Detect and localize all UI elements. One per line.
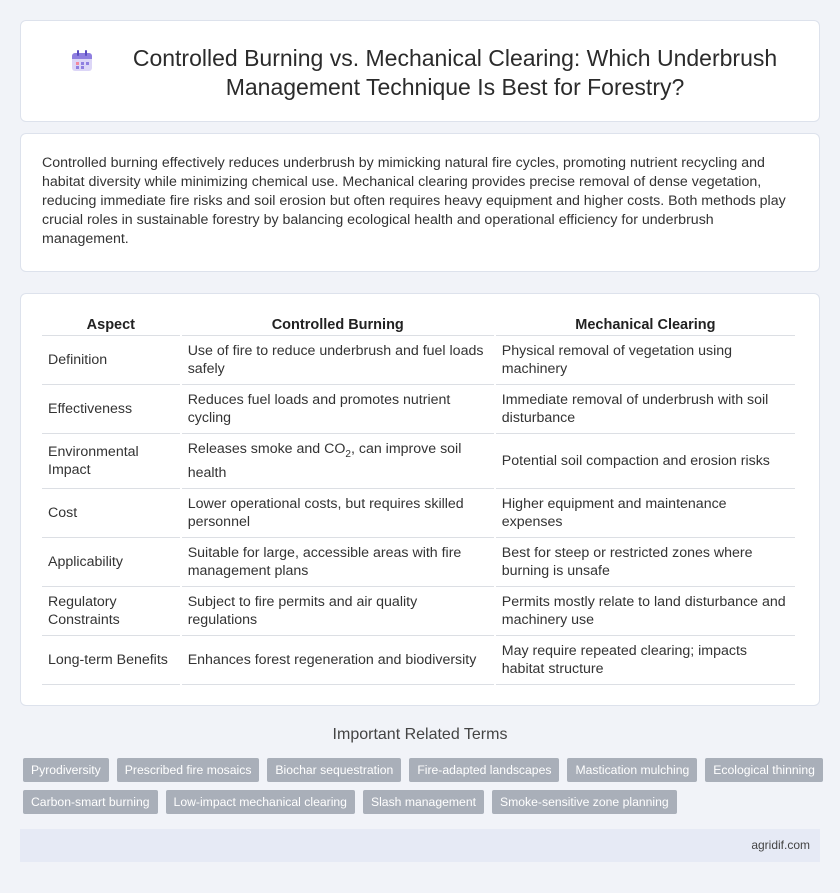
header-mechanical-clearing: Mechanical Clearing bbox=[496, 312, 795, 336]
term-tag[interactable]: Fire-adapted landscapes bbox=[409, 758, 559, 782]
cell-mechanical: Immediate removal of underbrush with soil disturbance bbox=[496, 385, 795, 434]
term-tag[interactable]: Mastication mulching bbox=[567, 758, 697, 782]
table-header-row bbox=[42, 312, 795, 336]
table-row bbox=[42, 434, 795, 489]
term-tag[interactable]: Slash management bbox=[363, 790, 484, 814]
cell-burning: Suitable for large, accessible areas with fire management plans bbox=[182, 538, 494, 587]
cell-mechanical: May require repeated clearing; impacts habitat structure bbox=[496, 636, 795, 685]
cell-burning: Subject to fire permits and air quality regulations bbox=[182, 587, 494, 636]
comparison-card bbox=[20, 293, 820, 706]
cell-burning bbox=[182, 434, 494, 489]
table-row bbox=[42, 587, 795, 636]
footer bbox=[20, 829, 820, 862]
cell-mechanical: Best for steep or restricted zones where burning is unsafe bbox=[496, 538, 795, 587]
cell-mechanical: Potential soil compaction and erosion risks bbox=[496, 434, 795, 489]
cell-burning-text: Releases smoke and CO bbox=[187, 441, 346, 457]
term-tag[interactable]: Carbon-smart burning bbox=[23, 790, 158, 814]
table-row bbox=[42, 385, 795, 434]
comparison-table bbox=[40, 312, 797, 685]
cell-mechanical: Physical removal of vegetation using machinery bbox=[496, 336, 795, 385]
cell-aspect: Regulatory Constraints bbox=[42, 587, 180, 636]
site-link[interactable]: agridif.com bbox=[751, 838, 810, 852]
table-row bbox=[42, 538, 795, 587]
term-tag[interactable]: Low-impact mechanical clearing bbox=[166, 790, 355, 814]
summary-card bbox=[20, 133, 820, 272]
term-tag[interactable]: Pyrodiversity bbox=[23, 758, 109, 782]
cell-burning: Use of fire to reduce underbrush and fuel loads safely bbox=[182, 336, 494, 385]
cell-burning: Enhances forest regeneration and biodiversity bbox=[182, 636, 494, 685]
cell-aspect: Long-term Benefits bbox=[42, 636, 180, 685]
cell-mechanical: Permits mostly relate to land disturbance and machinery use bbox=[496, 587, 795, 636]
term-tag[interactable]: Ecological thinning bbox=[705, 758, 823, 782]
related-terms-list bbox=[23, 758, 823, 814]
cell-burning: Reduces fuel loads and promotes nutrient cycling bbox=[182, 385, 494, 434]
term-tag[interactable]: Smoke-sensitive zone planning bbox=[492, 790, 677, 814]
summary-text: Controlled burning effectively reduces underbrush by mimicking natural fire cycles, promoting nutrient recycling and habitat diversity while minimizing chemical use. Mechanical clearing provides precise removal of dense vegetation, reducing immediate fire risks and soil erosion but often requires heavy equipment and higher costs. Both methods play crucial roles in sustainable forestry by balancing ecological health and operational efficiency for underbrush management. bbox=[42, 155, 786, 247]
page-title: Controlled Burning vs. Mechanical Clearing: Which Underbrush Management Technique Is Best for Forestry? bbox=[132, 45, 778, 100]
table-row bbox=[42, 489, 795, 538]
subscript-2: 2 bbox=[345, 448, 351, 460]
cell-aspect: Definition bbox=[42, 336, 180, 385]
cell-burning: Lower operational costs, but requires skilled personnel bbox=[182, 489, 494, 538]
title-card bbox=[20, 20, 820, 122]
table-row bbox=[42, 636, 795, 685]
header-controlled-burning: Controlled Burning bbox=[182, 312, 494, 336]
related-terms-title: Important Related Terms bbox=[332, 726, 508, 743]
cell-mechanical: Higher equipment and maintenance expenses bbox=[496, 489, 795, 538]
cell-aspect: Environmental Impact bbox=[42, 434, 180, 489]
table-row bbox=[42, 336, 795, 385]
cell-aspect: Cost bbox=[42, 489, 180, 538]
term-tag[interactable]: Prescribed fire mosaics bbox=[117, 758, 260, 782]
cell-burning-text-end: , can improve soil health bbox=[187, 441, 462, 481]
header-aspect: Aspect bbox=[42, 312, 180, 336]
term-tag[interactable]: Biochar sequestration bbox=[267, 758, 401, 782]
cell-aspect: Applicability bbox=[42, 538, 180, 587]
cell-aspect: Effectiveness bbox=[42, 385, 180, 434]
calendar-icon bbox=[69, 48, 95, 74]
